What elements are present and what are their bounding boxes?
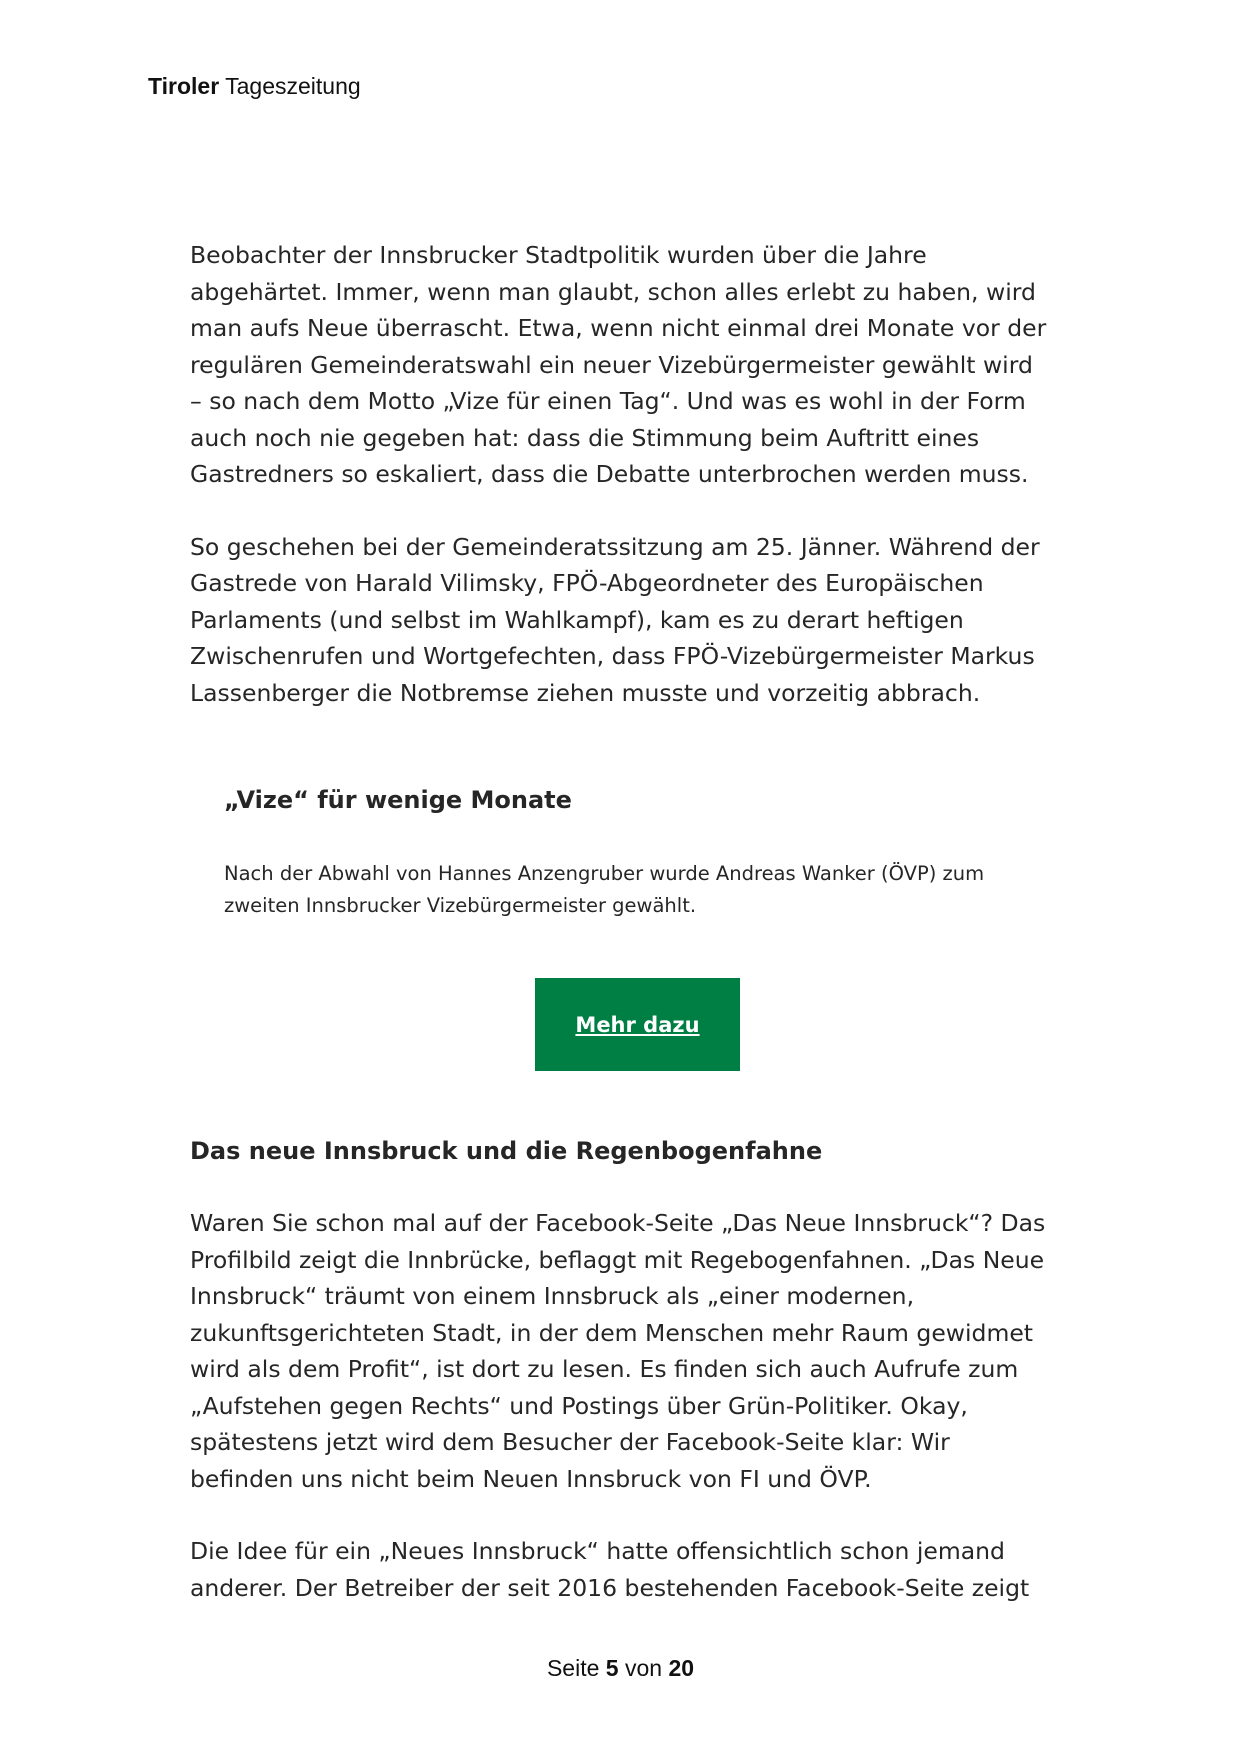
section-paragraph: Waren Sie schon mal auf der Facebook-Seite „Das Neue Innsbruck“? Das Profilbild zeigt die Innbrücke, beflaggt mit Regebogenfahnen. „Das Neue Innsbruck“ träumt von einem Innsbruck als „einer modernen, zukunftsgerichteten Stadt, in der dem Menschen mehr Raum gewidmet wird als dem Profit“, ist dort zu lesen. Es finden sich auch Aufrufe zum „Aufstehen gegen Rechts“ und Postings über Grün-Politiker. Okay, spätestens jetzt wird dem Besucher der Facebook-Seite klar: Wir befinden uns nicht beim Neuen Innsbruck von FI und ÖVP. bbox=[190, 1209, 1046, 1493]
related-article-teaser: Nach der Abwahl von Hannes Anzengruber wurde Andreas Wanker (ÖVP) zum zweiten Innsbrucker Vizebürgermeister gewählt. bbox=[224, 862, 985, 917]
section-paragraph: Die Idee für ein „Neues Innsbruck“ hatte offensichtlich schon jemand anderer. Der Betreiber der seit 2016 bestehenden Facebook-Seite zeigt bbox=[190, 1537, 1030, 1602]
publication-header bbox=[148, 73, 361, 100]
more-button-label[interactable]: Mehr dazu bbox=[575, 1012, 700, 1037]
page-label: Seite bbox=[546, 1655, 600, 1681]
page-footer bbox=[0, 1655, 1241, 1682]
section-body bbox=[190, 1205, 1050, 1606]
section-heading: Das neue Innsbruck und die Regenbogenfahne bbox=[190, 1137, 823, 1165]
article-paragraph: Beobachter der Innsbrucker Stadtpolitik wurden über die Jahre abgehärtet. Immer, wenn man glaubt, schon alles erlebt zu haben, wird man aufs Neue überrascht. Etwa, wenn nicht einmal drei Monate vor der regulären Gemeinderatswahl ein neuer Vizebürgermeister gewählt wird – so nach dem Motto „Vize für einen Tag“. Und was es wohl in der Form auch noch nie gegeben hat: dass die Stimmung beim Auftritt eines Gastredners so eskaliert, dass die Debatte unterbrochen werden muss. bbox=[190, 241, 1047, 488]
page-separator: von bbox=[624, 1655, 663, 1681]
article-body bbox=[190, 237, 1050, 711]
related-article-box bbox=[224, 782, 1024, 922]
more-button[interactable] bbox=[535, 978, 740, 1071]
brand-name-regular: Tageszeitung bbox=[225, 73, 361, 99]
page-current: 5 bbox=[605, 1655, 619, 1681]
brand-name-bold: Tiroler bbox=[148, 73, 220, 99]
related-article-title: „Vize“ für wenige Monate bbox=[224, 786, 572, 814]
page-total: 20 bbox=[668, 1655, 695, 1681]
article-paragraph: So geschehen bei der Gemeinderatssitzung am 25. Jänner. Während der Gastrede von Harald Vilimsky, FPÖ-Abgeordneter des Europäischen Parlaments (und selbst im Wahlkampf), kam es zu derart heftigen Zwischenrufen und Wortgefechten, dass FPÖ-Vizebürgermeister Markus Lassenberger die Notbremse ziehen musste und vorzeitig abbrach. bbox=[190, 532, 1040, 707]
